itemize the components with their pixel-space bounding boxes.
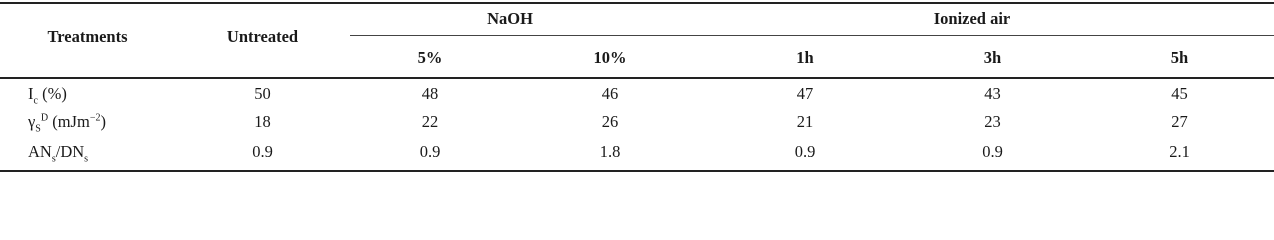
table-cell: 43 — [984, 84, 1001, 103]
header-bottom-rule — [0, 77, 1274, 79]
header-ion-3h: 3h — [983, 48, 1002, 67]
header-ionized-air: Ionized air — [933, 9, 1011, 28]
table-cell: 21 — [796, 112, 814, 131]
row-label-an-dn: $AN_s/DN_s$ — [28, 142, 89, 165]
header-naoh: NaOH — [487, 9, 533, 28]
table-cell: 0.9 — [794, 142, 816, 161]
data-table — [0, 2, 1274, 172]
header-untreated: Untreated — [226, 27, 299, 46]
table-cell: 0.9 — [982, 142, 1003, 161]
table-cell: 22 — [421, 112, 439, 131]
header-naoh-10pct: 10% — [593, 48, 627, 67]
header-ion-1h: 1h — [796, 48, 814, 67]
row-label-ic: $I_c$ (%) — [28, 84, 67, 107]
table-cell: 0.9 — [419, 142, 441, 161]
table-cell: 23 — [984, 112, 1001, 131]
table-cell: 27 — [1171, 112, 1188, 131]
header-naoh-5pct: 5% — [417, 48, 443, 67]
table-cell: 0.9 — [252, 142, 273, 161]
header-ion-5h: 5h — [1170, 48, 1189, 67]
table-top-rule — [0, 2, 1274, 4]
table-cell: 46 — [601, 84, 619, 103]
table-cell: 1.8 — [599, 142, 621, 161]
table-cell: 50 — [254, 84, 271, 103]
table-cell: 26 — [601, 112, 619, 131]
table-cell: 18 — [254, 112, 271, 131]
table-cell: 45 — [1171, 84, 1188, 103]
header-treatments: Treatments — [47, 27, 128, 46]
row-label-gamma: $\gamma_S^D$ (mJm$^{-2}$) — [28, 112, 106, 135]
table-cell: 2.1 — [1169, 142, 1190, 161]
table-cell: 48 — [421, 84, 439, 103]
table-cell: 47 — [796, 84, 814, 103]
table-bottom-rule — [0, 170, 1274, 172]
group-subheader-rule — [350, 35, 1274, 36]
